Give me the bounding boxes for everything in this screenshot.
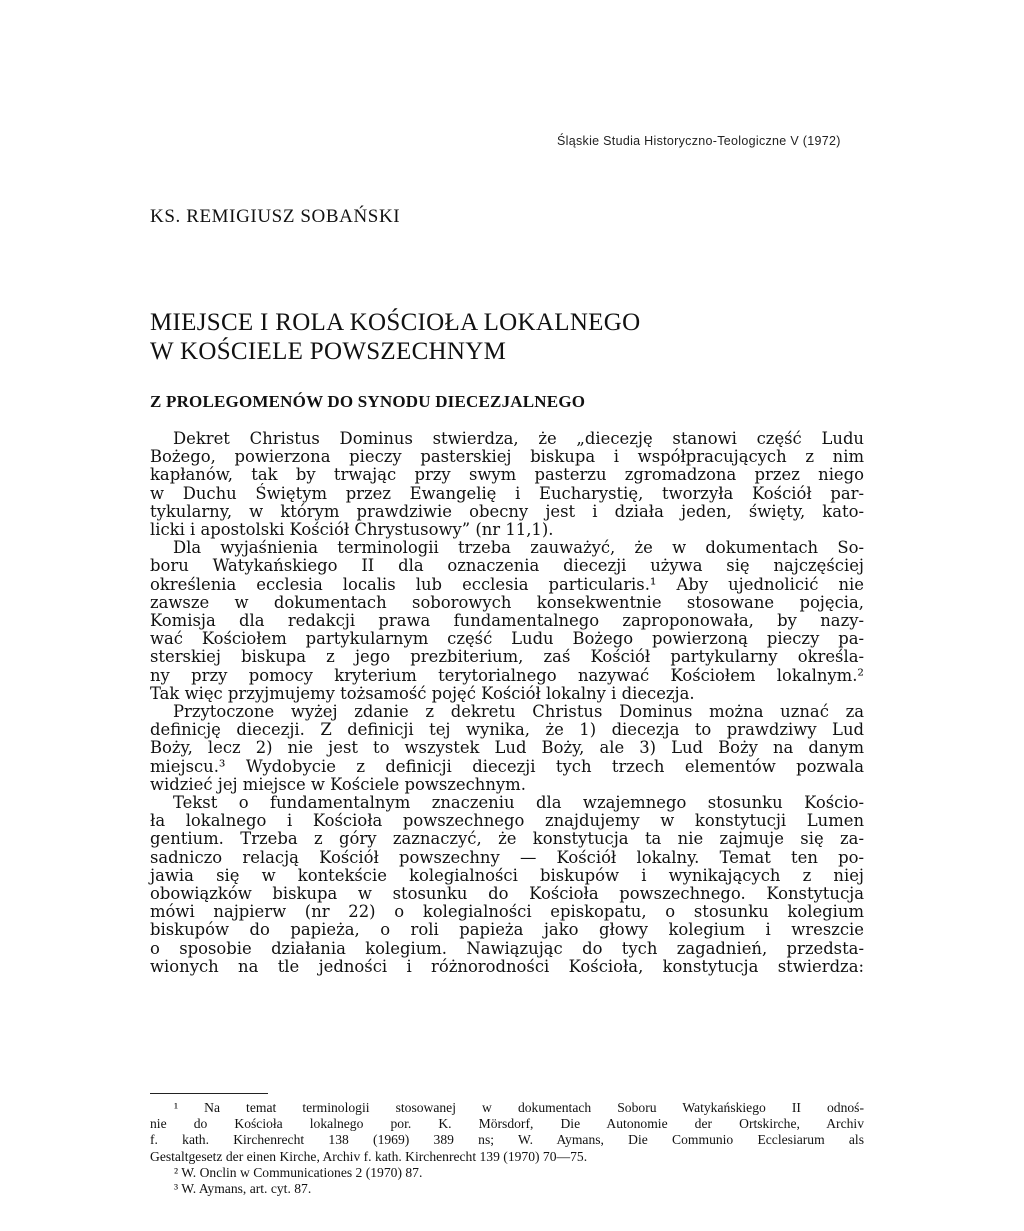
- body-line: definicję diecezji. Z definicji tej wynika, że 1) diecezja to prawdziwy Lud: [150, 720, 864, 740]
- body-line: sadniczo relacją Kościół powszechny — Kościół lokalny. Temat ten po-: [150, 847, 864, 867]
- body-line: zawsze w dokumentach soborowych konsekwentnie stosowane pojęcia,: [150, 592, 864, 612]
- body-line: Komisja dla redakcji prawa fundamentalnego zaproponowała, by nazy-: [150, 611, 864, 631]
- title-line-1: MIEJSCE I ROLA KOŚCIOŁA LOKALNEGO: [150, 309, 641, 336]
- body-line: Tak więc przyjmujemy tożsamość pojęć Kościół lokalny i diecezja.: [150, 683, 695, 703]
- body-line: boru Watykańskiego II dla oznaczenia diecezji używa się najczęściej: [150, 556, 864, 576]
- footnote-line: f. kath. Kirchenrecht 138 (1969) 389 ns; W. Aymans, Die Communio Ecclesiarum als: [150, 1132, 864, 1148]
- body-line: widzieć jej miejsce w Kościele powszechnym.: [150, 774, 526, 794]
- footnote-line: ³ W. Aymans, art. cyt. 87.: [174, 1181, 312, 1197]
- body-line: Boży, lecz 2) nie jest to wszystek Lud Boży, ale 3) Lud Boży na danym: [150, 738, 864, 758]
- article-title: [150, 308, 890, 366]
- body-line: tykularny, w którym prawdziwie obecny jest i działa jeden, święty, kato-: [150, 501, 864, 521]
- footnote-line: Gestaltgesetz der einen Kirche, Archiv f. kath. Kirchenrecht 139 (1970) 70—75.: [150, 1148, 588, 1164]
- footnotes: [150, 1100, 864, 1197]
- body-line: określenia ecclesia localis lub ecclesia particularis.¹ Aby ujednolicić nie: [150, 574, 864, 594]
- title-line-2: W KOŚCIELE POWSZECHNYM: [150, 338, 507, 365]
- body-line: obowiązków biskupa w stosunku do Kościoła powszechnego. Konstytucja: [150, 884, 864, 904]
- body-line: mówi najpierw (nr 22) o kolegialności episkopatu, o stosunku kolegium: [150, 902, 864, 922]
- body-line: jawia się w kontekście kolegialności biskupów i wynikających z niej: [150, 865, 864, 885]
- body-line: Dla wyjaśnienia terminologii trzeba zauważyć, że w dokumentach So-: [173, 538, 864, 558]
- body-line: Tekst o fundamentalnym znaczeniu dla wzajemnego stosunku Kościo-: [173, 793, 864, 813]
- body-line: licki i apostolski Kościół Chrystusowy” (nr 11,1).: [150, 520, 554, 540]
- body-line: ny przy pomocy kryterium terytorialnego nazywać Kościołem lokalnym.²: [150, 665, 864, 685]
- body-line: sterskiej biskupa z jego prezbiterium, zaś Kościół partykularny określa-: [150, 647, 864, 667]
- body-line: w Duchu Świętym przez Ewangelię i Eucharystię, tworzyła Kościół par-: [150, 483, 864, 503]
- body-line: Przytoczone wyżej zdanie z dekretu Christus Dominus można uznać za: [173, 702, 864, 722]
- body-line: Bożego, powierzona pieczy pasterskiej biskupa i współpracujących z nim: [150, 447, 864, 467]
- author-name: KS. REMIGIUSZ SOBAŃSKI: [150, 206, 401, 227]
- body-line: kapłanów, tak by trwając przy swym pasterzu zgromadzona przez niego: [150, 465, 864, 485]
- body-line: Dekret Christus Dominus stwierdza, że „diecezję stanowi część Ludu: [173, 429, 864, 448]
- body-line: miejscu.³ Wydobycie z definicji diecezji tych trzech elementów pozwala: [150, 756, 864, 776]
- body-line: o sposobie działania kolegium. Nawiązując do tych zagadnień, przedsta-: [150, 938, 864, 958]
- article-subtitle: Z PROLEGOMENÓW DO SYNODU DIECEZJALNEGO: [150, 392, 586, 411]
- footnote-rule: [150, 1093, 268, 1094]
- body-line: gentium. Trzeba z góry zaznaczyć, że konstytucja ta nie zajmuje się za-: [150, 829, 864, 849]
- body-text: [150, 430, 864, 976]
- body-line: wać Kościołem partykularnym część Ludu Bożego powierzoną pieczy pa-: [150, 629, 864, 649]
- body-line: ła lokalnego i Kościoła powszechnego znajdujemy w konstytucji Lumen: [150, 811, 864, 831]
- footnote-line: nie do Kościoła lokalnego por. K. Mörsdorf, Die Autonomie der Ortskirche, Archiv: [150, 1116, 864, 1132]
- footnote-line: ¹ Na temat terminologii stosowanej w dokumentach Soboru Watykańskiego II odnoś-: [174, 1100, 864, 1115]
- body-line: wionych na tle jedności i różnorodności Kościoła, konstytucja stwierdza:: [150, 956, 864, 976]
- running-head: Śląskie Studia Historyczno-Teologiczne V (1972): [557, 134, 841, 148]
- body-line: biskupów do papieża, o roli papieża jako głowy kolegium i wreszcie: [150, 920, 864, 940]
- footnote-line: ² W. Onclin w Communicationes 2 (1970) 87.: [174, 1164, 423, 1180]
